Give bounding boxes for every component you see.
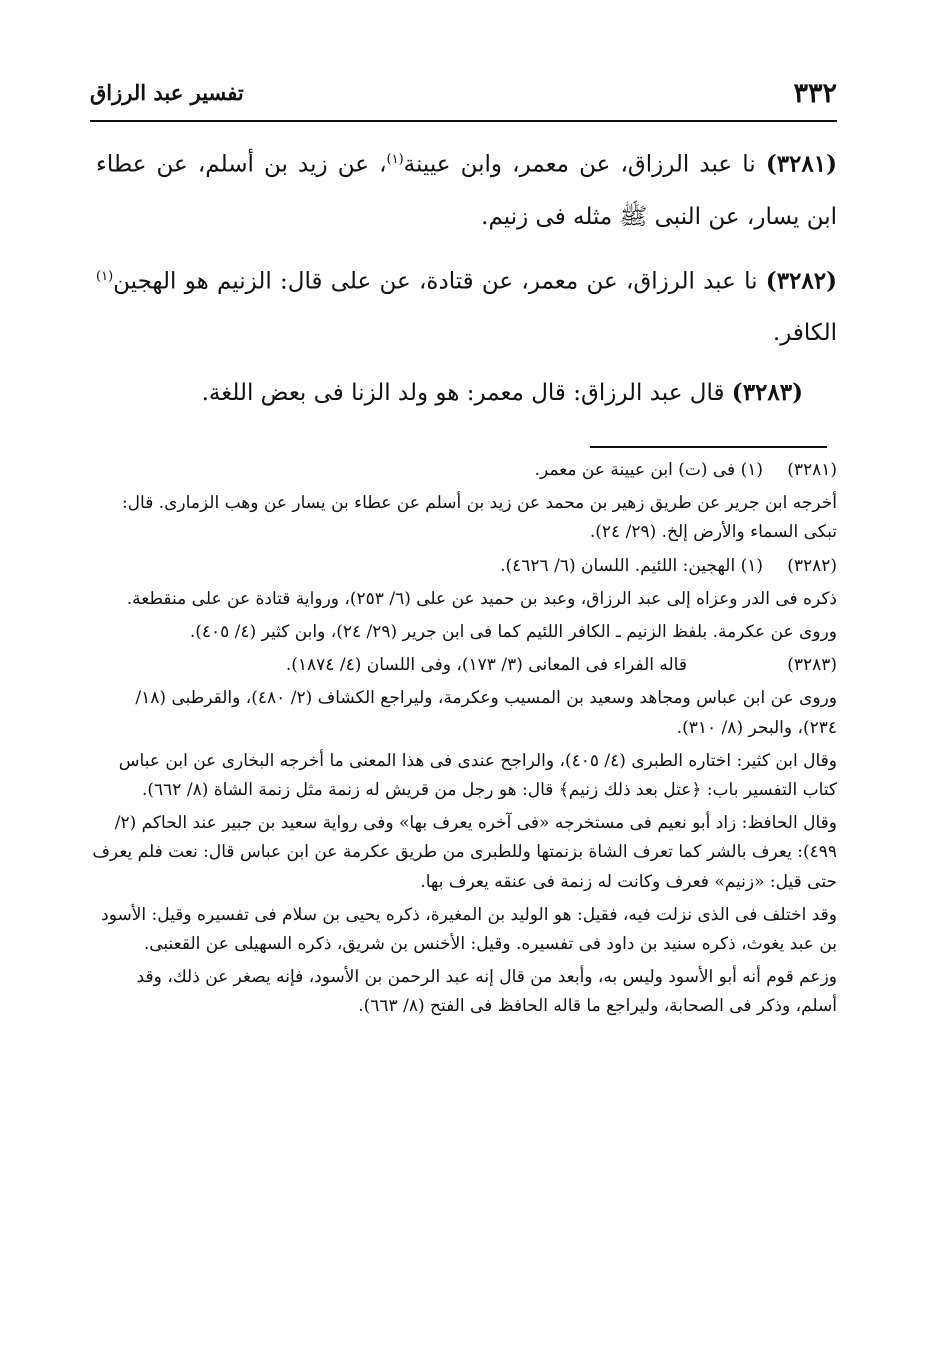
footnote-para: (١) فى (ت) ابن عيينة عن معمر. bbox=[534, 460, 763, 480]
footnote-para: وقد اختلف فى الذى نزلت فيه، فقيل: هو الوليد بن المغيرة، ذكره يحيى بن سلام فى تفسيره وقيل: الأسود بن عبد يغوث، ذكره سنيد بن داود فى تفسيره. وقيل: الأخنس بن شريق، ذكره السهيلى عن القعنبى. bbox=[101, 904, 837, 955]
page-header bbox=[90, 78, 837, 114]
footnote-3281 bbox=[92, 456, 837, 548]
header-rule bbox=[90, 120, 837, 122]
page-number: ٣٣٢ bbox=[793, 78, 837, 109]
footnote-para: قاله الفراء فى المعانى (٣/ ١٧٣)، وفى اللسان (٤/ ١٨٧٤). bbox=[285, 655, 687, 676]
entry-number: (٣٢٨٣) bbox=[731, 379, 803, 407]
footnote-separator bbox=[590, 446, 827, 448]
entry-text: نا عبد الرزاق، عن معمر، عن قتادة، عن على قال: الزنيم هو الهجين bbox=[113, 268, 758, 295]
footnote-3283 bbox=[92, 651, 837, 1021]
footnote-para: وزعم قوم أنه أبو الأسود وليس به، وأبعد من قال إنه عبد الرحمن بن الأسود، فإنه يصغر عن ذلك، وقد أسلم، وذكر فى الصحابة، وليراجع ما قاله الحافظ فى الفتح (٨/ ٦٦٣). bbox=[136, 967, 837, 1017]
footnote-marker: (١) bbox=[96, 268, 114, 284]
entry-3282 bbox=[96, 251, 837, 360]
footnote-para: وروى عن ابن عباس ومجاهد وسعيد بن المسيب وعكرمة، وليراجع الكشاف (٢/ ٤٨٠)، والقرطبى (١٨/ ٢٣٤)، والبحر (٨/ ٣١٠). bbox=[135, 688, 837, 738]
running-title: تفسير عبد الرزاق bbox=[90, 80, 244, 105]
footnote-para: وروى عن عكرمة. بلفظ الزنيم ـ الكافر اللئيم كما فى ابن جرير (٢٩/ ٢٤)، وابن كثير (٤/ ٤٠٥). bbox=[189, 622, 837, 643]
footnote-para: أخرجه ابن جرير عن طريق زهير بن محمد عن زيد بن أسلم عن عطاء بن يسار عن وهب الزمارى. قال: تبكى السماء والأرض إلخ. (٢٩/ ٢٤). bbox=[121, 493, 837, 543]
footnotes bbox=[92, 456, 837, 1026]
footnote-para: وقال ابن كثير: اختاره الطبرى (٤/ ٤٠٥)، والراجح عندى فى هذا المعنى ما أخرجه البخارى عن ابن عباس كتاب التفسير باب: ﴿عتل بعد ذلك زنيم﴾ قال: هو رجل من قريش له زنمة مثل زنمة الشاة (٨/ ٦٦٢). bbox=[118, 750, 837, 801]
entry-text-continued: ، عن زيد بن أسلم، عن عطاء ابن يسار، عن النبى ﷺ مثله فى زنيم. bbox=[96, 151, 837, 230]
main-text bbox=[96, 134, 837, 427]
entry-number: (٣٢٨١) bbox=[765, 150, 838, 178]
footnote-3282 bbox=[92, 552, 837, 648]
footnote-number: (٣٢٨٣) bbox=[787, 655, 837, 676]
footnote-para: وقال الحافظ: زاد أبو نعيم فى مستخرجه «فى آخره يعرف بها» وفى رواية سعيد بن جبير عند الحاكم (٢/ ٤٩٩): يعرف بالشر كما تعرف الشاة بزنمتها وللطبرى من طريق عكرمة عن ابن عباس قال: نعت فلم يعرف حتى قيل: «زنيم» فعرف وكانت له زنمة فى عنقه يعرف بها. bbox=[92, 813, 837, 892]
footnote-marker: (١) bbox=[386, 152, 404, 167]
entry-text-continued: الكافر. bbox=[772, 320, 837, 347]
footnote-number: (٣٢٨٢) bbox=[787, 555, 837, 576]
entry-3281 bbox=[96, 134, 837, 243]
entry-text: نا عبد الرزاق، عن معمر، وابن عيينة bbox=[403, 151, 756, 178]
entry-number: (٣٢٨٢) bbox=[765, 267, 837, 295]
entry-3283 bbox=[96, 367, 837, 419]
entry-text: قال عبد الرزاق: قال معمر: هو ولد الزنا فى بعض اللغة. bbox=[201, 380, 725, 407]
footnote-para: (١) الهجين: اللئيم. اللسان (٦/ ٤٦٢٦). bbox=[500, 555, 763, 576]
footnote-number: (٣٢٨١) bbox=[787, 460, 837, 480]
footnote-para: ذكره فى الدر وعزاه إلى عبد الرزاق، وعبد بن حميد عن على (٦/ ٢٥٣)، ورواية قتادة عن على منقطعة. bbox=[126, 588, 837, 609]
